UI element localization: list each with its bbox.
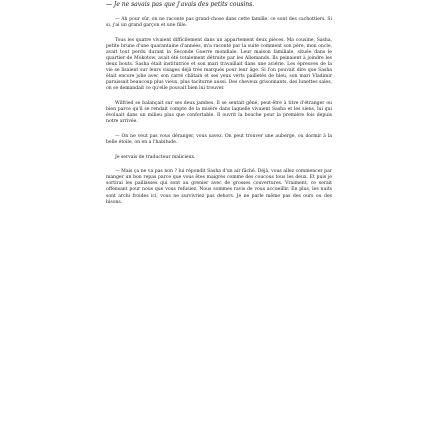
- paragraph-dialogue-cousins: — Ah pour sûr, on ne raconte pas grand-chose dans cette famille, ce sont des cachottiers. Si si, j'ai un grand garçon et une fille.: [106, 17, 332, 29]
- text-column: [106, 0, 332, 214]
- opening-dialogue-line: — Je ne savais pas que j'avais des petits cousins.: [106, 1, 255, 8]
- paragraph-wilfried: Wilfried se balançait sur ses deux jambes. Il se sentait gêné, peut-être à titre d'étranger ou bien parce qu'il se rendait compte de la misère dans laquelle vivaient Sasha et les siens, lui qui évoluait dans un milieu plus que confortable. Il ouvrit la bouche pour la première fois depuis notre arrivée.: [106, 101, 332, 125]
- paragraph-dialogue-sasha: — Mais ça ne va pas non ? lui répondit Sasha d'un air fâché. Déjà, vous allez commencer par manger un bon repas parce que vous êtes maigres comme des coucous tous les deux. Et puis je sortirai les paillasses qui sont au grenier avec de grosses couvertures. Vraiment, ce serait offensant pour nous que vous refusiez. Nous sommes ravis de vous accueillir. En plus, les nuits sont archi froides ici, vous ne survivriez pas dehors. Je ne parle même pas des ours ou des bisons.: [106, 169, 332, 205]
- paragraph-dialogue-auberge: — On ne veut pas vous déranger, vous savez. On peut trouver une auberge, ou dormir à la belle étoile, on en a l'habitude.: [106, 133, 332, 145]
- paragraph-family-history: Tous les quatre vivaient difficilement dans un appartement deux pièces. Ma cousine, Sasha, petite brune d'une quarantaine d'années, m'a raconté par la suite comment son père, mon oncle, avait tout perdu durant la Seconde Guerre mondiale. Leur maison familiale, située dans le quartier de Mokotow, avait été totalement détruite par les Allemands. Ils peinaient à joindre les deux bouts. Sasha était institutrice et son mari travaillait dans une aciérie. Les épreuves de la vie se lisaient sur leurs visages déjà très marqués pour leur âge. Si l'on pouvait dire que Sasha était encore jolie avec son carré châtain et ses yeux verts pailletés de bleu, son mari Vladimir paraissait beaucoup plus vieux, plus taciturne aussi. Des cheveux grisonnants, des lunettes sales, on se demandait ce qu'elle pouvait bien lui trouver.: [106, 37, 332, 92]
- paragraph-translator: Je servais de traducteur malicieux.: [115, 154, 196, 160]
